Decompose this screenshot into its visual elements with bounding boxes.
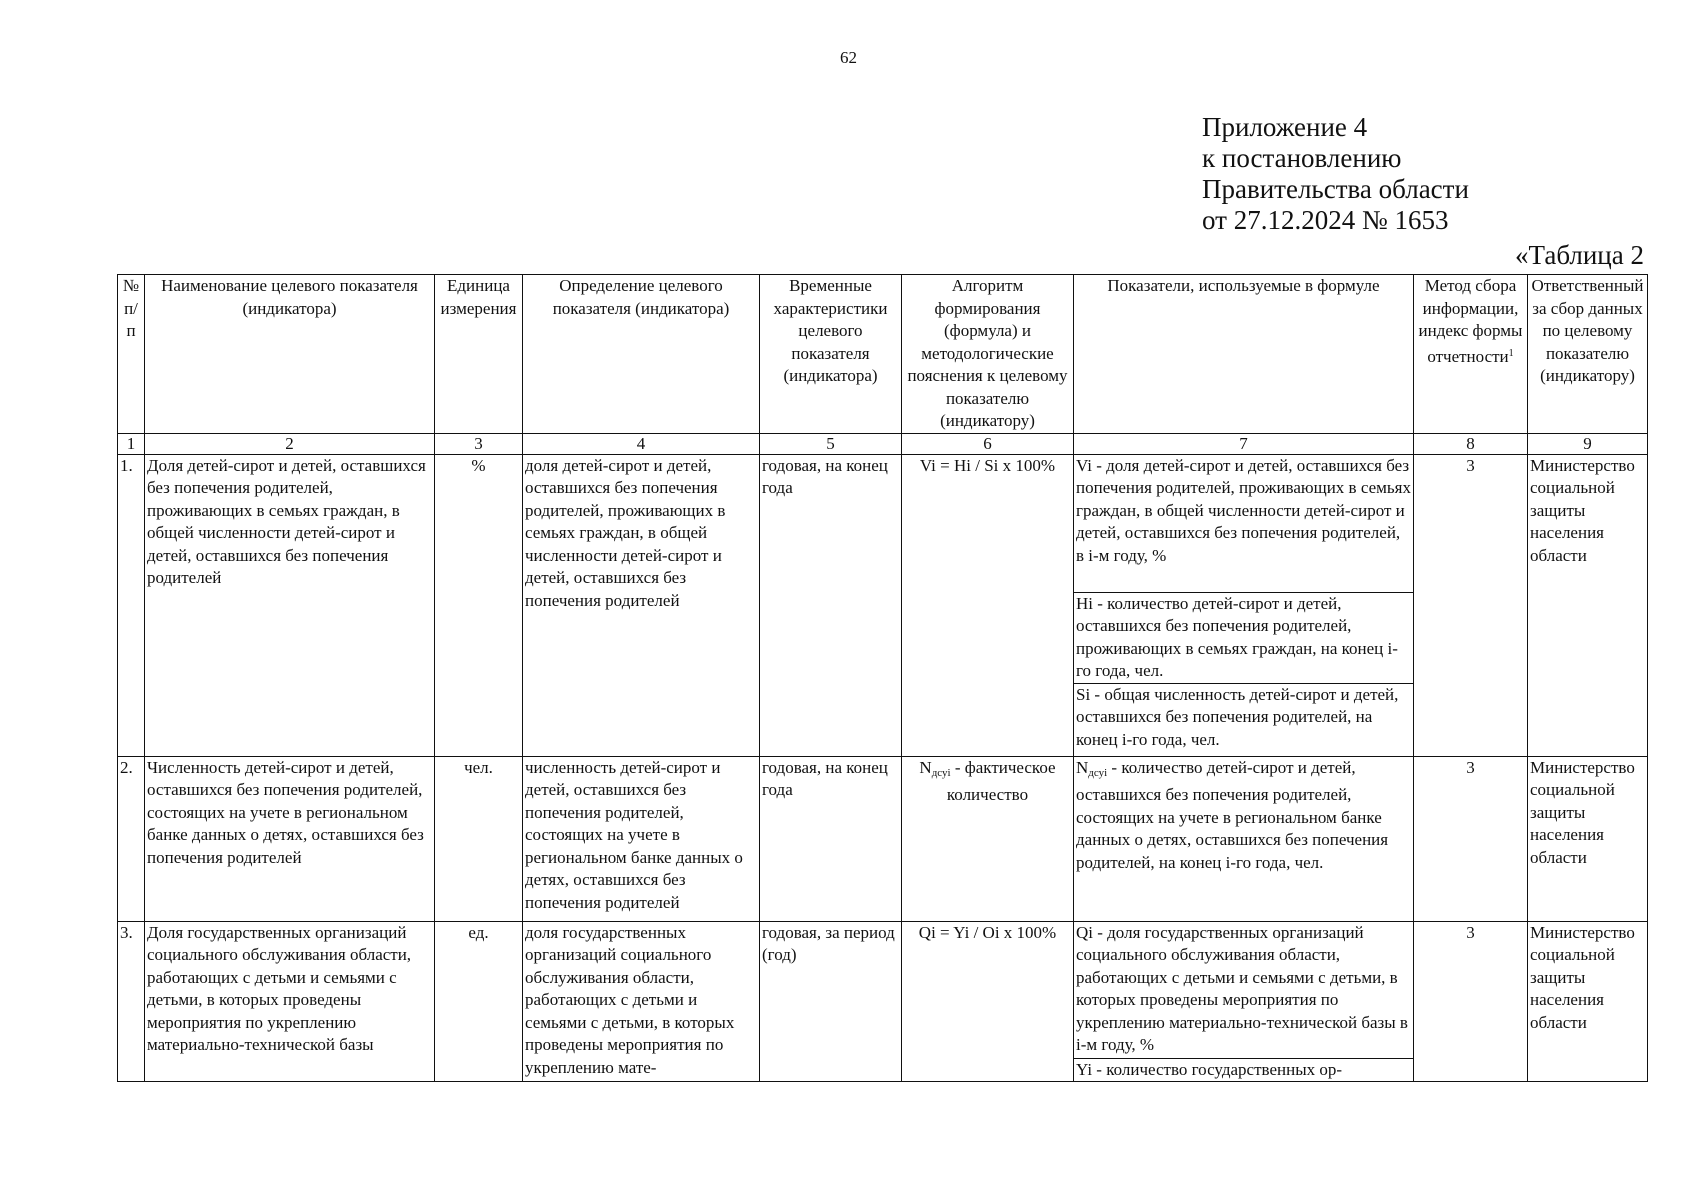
indicator-name: Численность детей-сирот и детей, оставшихся без попечения родителей, состоящих на учете в региональном банке данных о детях, оставшихся без попечения родителей: [145, 756, 435, 921]
annex-line-4: от 27.12.2024 № 1653: [1202, 205, 1449, 235]
formula-indicators-list: [1074, 455, 1413, 752]
header-number: № п/п: [118, 275, 145, 434]
header-row: [118, 275, 1648, 434]
header-unit: Единица измерения: [435, 275, 523, 434]
footnote-marker: 1: [1508, 347, 1514, 359]
annex-line-3: Правительства области: [1202, 174, 1469, 204]
method-cell: 3: [1414, 454, 1528, 756]
formula-symbol: N: [919, 757, 932, 777]
header-method-text: Метод сбора информации, индекс формы отчетности: [1418, 276, 1523, 366]
column-number: 4: [523, 433, 760, 454]
definition-cell: численность детей-сирот и детей, оставшихся без попечения родителей, состоящих на учете в региональном банке данных о детях, оставшихся без попечения родителей: [523, 756, 760, 921]
annex-line-2: к постановлению: [1202, 143, 1402, 173]
column-number: 2: [145, 433, 435, 454]
indicator-symbol: N: [1076, 757, 1089, 777]
column-number: 1: [118, 433, 145, 454]
responsible-cell: Министерство социальной защиты населения области: [1528, 756, 1648, 921]
formula-indicator: Qi - доля государственных организаций социального обслуживания области, работающих с детьми и семьями с детьми, в которых проведены мероприятия по укреплению материально-технической базы в i-м году, %: [1076, 922, 1408, 1054]
annex-block: [1202, 112, 1469, 236]
period-cell: годовая, за период (год): [760, 921, 902, 1082]
header-period: Временные характеристики целевого показателя (индикатора): [760, 275, 902, 434]
responsible-cell: Министерство социальной защиты населения области: [1528, 921, 1648, 1082]
unit-cell: ед.: [435, 921, 523, 1082]
header-responsible: Ответственный за сбор данных по целевому показателю (индикатору): [1528, 275, 1648, 434]
definition-cell: доля государственных организаций социального обслуживания области, работающих с детьми и семьями с детьми, в которых проведены мероприятия по укреплению мате-: [523, 921, 760, 1082]
indicator-subscript: дсуi: [1088, 766, 1108, 779]
definition-cell: доля детей-сирот и детей, оставшихся без попечения родителей, проживающих в семьях граждан, в общей численности детей-сирот и детей, оставшихся без попечения родителей: [523, 454, 760, 756]
period-cell: годовая, на конец года: [760, 756, 902, 921]
indicators-table: [117, 274, 1648, 1082]
table-row: [118, 921, 1648, 1082]
row-number: 1.: [118, 454, 145, 756]
header-definition: Определение целевого показателя (индикатора): [523, 275, 760, 434]
column-number: 5: [760, 433, 902, 454]
header-method: [1414, 275, 1528, 434]
period-cell: годовая, на конец года: [760, 454, 902, 756]
table-caption: «Таблица 2: [1515, 240, 1644, 270]
row-number: 2.: [118, 756, 145, 921]
formula-indicators-cell: [1074, 921, 1414, 1082]
column-number: 7: [1074, 433, 1414, 454]
indicator-name: Доля детей-сирот и детей, оставшихся без попечения родителей, проживающих в семьях граждан, в общей численности детей-сирот и детей, оставшихся без попечения родителей: [145, 454, 435, 756]
row-number: 3.: [118, 921, 145, 1082]
column-number: 6: [902, 433, 1074, 454]
header-formula-indicators: Показатели, используемые в формуле: [1074, 275, 1414, 434]
header-indicator-name: Наименование целевого показателя (индикатора): [145, 275, 435, 434]
formula-indicators-cell: [1074, 454, 1414, 756]
method-cell: 3: [1414, 921, 1528, 1082]
formula-indicator: Vi - доля детей-сирот и детей, оставшихся без попечения родителей, проживающих в семьях граждан, в общей численности детей-сирот и детей, оставшихся без попечения родителей, в i-м году, %: [1076, 455, 1411, 565]
unit-cell: %: [435, 454, 523, 756]
formula-indicator: Si - общая численность детей-сирот и детей, оставшихся без попечения родителей, на конец i-го года, чел.: [1074, 683, 1413, 752]
column-number: 3: [435, 433, 523, 454]
table-row: [118, 454, 1648, 756]
page-number: 62: [840, 48, 857, 67]
method-cell: 3: [1414, 756, 1528, 921]
annex-line-1: Приложение 4: [1202, 112, 1368, 142]
formula-indicator: Yi - количество государственных ор-: [1074, 1058, 1413, 1082]
table-row: [118, 756, 1648, 921]
formula-indicator: Hi - количество детей-сирот и детей, оставшихся без попечения родителей, проживающих в семьях граждан, на конец i-го года, чел.: [1074, 592, 1413, 683]
formula-indicators-list: [1074, 922, 1413, 1082]
indicator-name: Доля государственных организаций социального обслуживания области, работающих с детьми и семьями с детьми, в которых проведены мероприятия по укреплению материально-технической базы: [145, 921, 435, 1082]
column-number: 9: [1528, 433, 1648, 454]
formula-text: - фактическое количество: [946, 757, 1056, 804]
formula-cell: Vi = Hi / Si x 100%: [902, 454, 1074, 756]
column-number-row: [118, 433, 1648, 454]
indicator-text: - количество детей-сирот и детей, оставшихся без попечения родителей, состоящих на учете в региональном банке данных о детях, оставшихся без попечения родителей, на конец i-го года, чел.: [1076, 757, 1389, 872]
unit-cell: чел.: [435, 756, 523, 921]
formula-subscript: дсуi: [931, 766, 951, 779]
formula-cell: Qi = Yi / Oi x 100%: [902, 921, 1074, 1082]
formula-indicators-cell: [1074, 756, 1414, 921]
column-number: 8: [1414, 433, 1528, 454]
formula-cell: [902, 756, 1074, 921]
header-formula: Алгоритм формирования (формула) и методологические пояснения к целевому показателю (индикатору): [902, 275, 1074, 434]
responsible-cell: Министерство социальной защиты населения области: [1528, 454, 1648, 756]
